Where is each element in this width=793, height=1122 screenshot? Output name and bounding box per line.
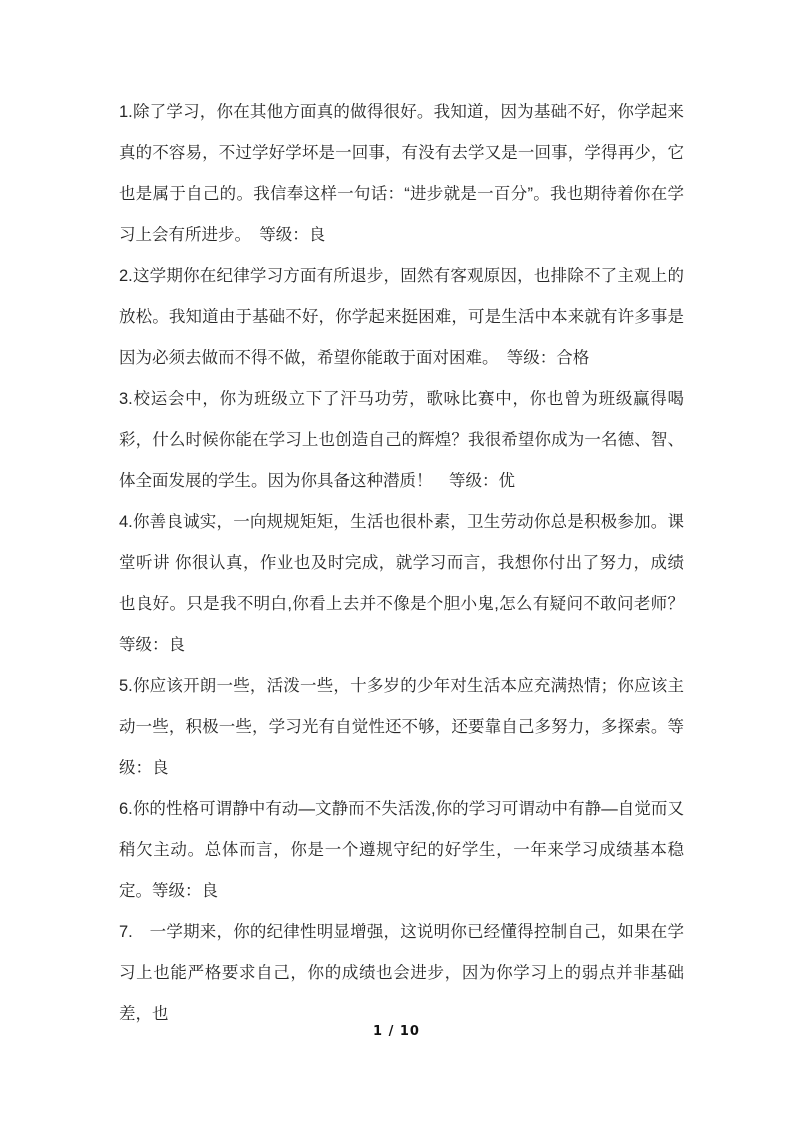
page-footer (0, 1022, 793, 1040)
paragraph: 3.校运会中，你为班级立下了汗马功劳，歌咏比赛中，你也曾为班级赢得喝彩，什么时候你能在学习上也创造自己的辉煌？我很希望你成为一名德、智、体全面发展的学生。因为你具备这种潜质！ 等级：优 (119, 390, 684, 490)
paragraph: 6.你的性格可谓静中有动—文静而不失活泼,你的学习可谓动中有静—自觉而又稍欠主动。总体而言，你是一个遵规守纪的好学生，一年来学习成绩基本稳定。等级：良 (119, 800, 684, 900)
page-number: 1 / 10 (373, 1024, 420, 1039)
paragraph: 4.你善良诚实，一向规规矩矩，生活也很朴素，卫生劳动你总是积极参加。课堂听讲 你很认真，作业也及时完成，就学习而言，我想你付出了努力，成绩也良好。只是我不明白,你看上去并不像是个胆小鬼,怎么有疑问不敢问老师？等级：良 (119, 513, 684, 654)
paragraph: 1.除了学习，你在其他方面真的做得很好。我知道，因为基础不好，你学起来真的不容易，不过学好学坏是一回事，有没有去学又是一回事，学得再少，它也是属于自己的。我信奉这样一句话：“进步就是一百分”。我也期待着你在学习上会有所进步。 等级：良 (119, 103, 684, 244)
paragraph: 2.这学期你在纪律学习方面有所退步，固然有客观原因，也排除不了主观上的放松。我知道由于基础不好，你学起来挺困难，可是生活中本来就有许多事是因为必须去做而不得不做，希望你能敢于面对困难。 等级：合格 (119, 267, 684, 367)
document-body (119, 92, 684, 1035)
paragraph: 7. 一学期来，你的纪律性明显增强，这说明你已经懂得控制自己，如果在学习上也能严格要求自己，你的成绩也会进步，因为你学习上的弱点并非基础差，也 (119, 923, 684, 1023)
paragraph: 5.你应该开朗一些，活泼一些，十多岁的少年对生活本应充满热情；你应该主动一些，积极一些，学习光有自觉性还不够，还要靠自己多努力，多探索。等级：良 (119, 677, 684, 777)
